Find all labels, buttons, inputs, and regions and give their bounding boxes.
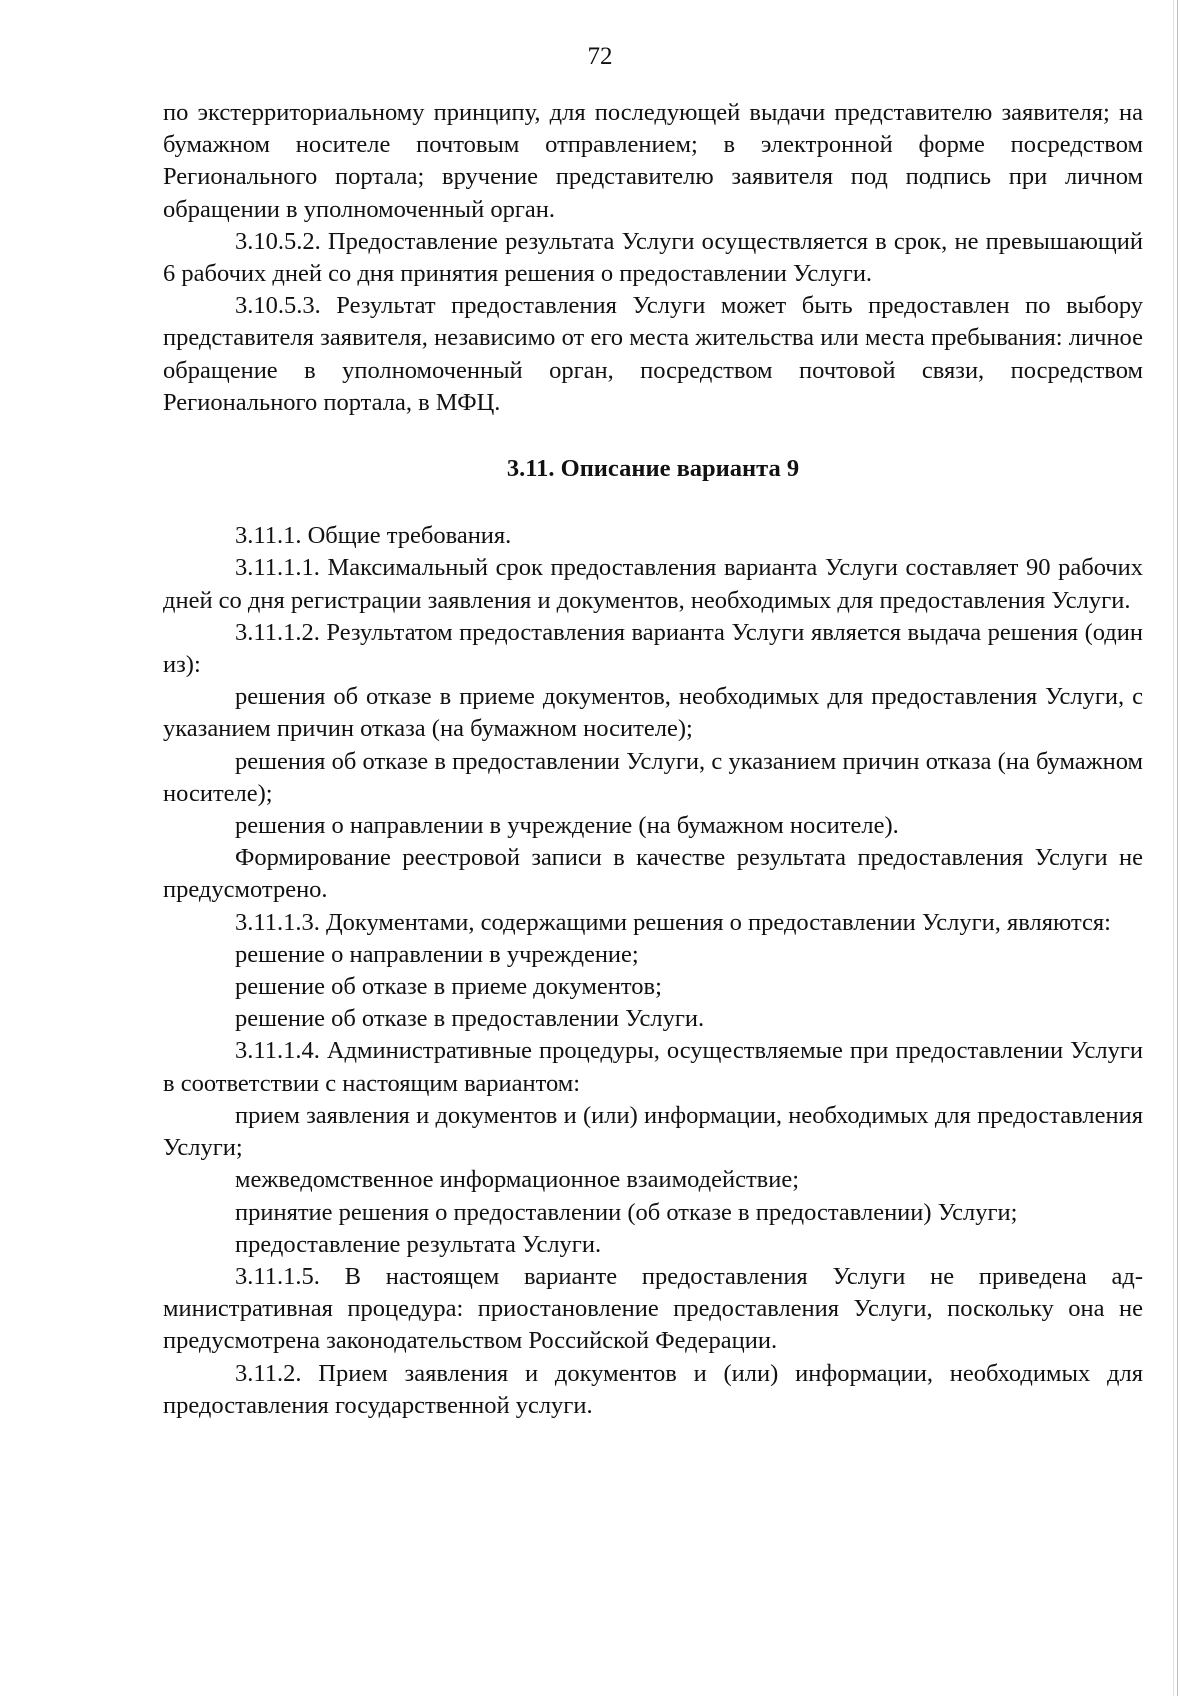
list-item-procedure-interagency: межведомственное информационное взаимодействие; xyxy=(235,1166,800,1194)
paragraph-3-11-2: 3.11.2. Прием заявления и документов и (или) информации, необходимых для предоставления государственной услуги. xyxy=(163,1359,1143,1419)
paragraph-3-11-1-1: 3.11.1.1. Максимальный срок предоставления варианта Услуги составляет 90 рабочих дней со дня регистрации заявления и документов, необходимых для предоставления Услуги. xyxy=(163,554,1143,614)
scan-edge-line xyxy=(1177,0,1178,1696)
paragraph-continuation: по экстерриториальному принципу, для последующей выдачи представителю заявителя; на бумажном носителе почтовым отправлением; в электронной форме посредством Регионального портала; вручение представителю заявителя под подпись при личном обращении в уполномоченный орган. xyxy=(163,99,1143,223)
list-item-referral: решения о направлении в учреждение (на бумажном носителе). xyxy=(235,812,899,840)
page-number: 72 xyxy=(587,43,613,70)
paragraph-3-10-5-3: 3.10.5.3. Результат предоставления Услуги может быть предоставлен по выбору представителя заявителя, независимо от его места жительства или места пребывания: личное обращение в уполномоченный орган, посредством почтовой связи, посредством Регионального портала, в МФЦ. xyxy=(163,292,1143,416)
list-item-procedure-result: предоставление результата Услуги. xyxy=(235,1230,602,1258)
list-item-decision-refusal-service: решение об отказе в предоставлении Услуги. xyxy=(235,1005,705,1033)
list-item-refusal-service: решения об отказе в предоставлении Услуги, с указанием причин отказа (на бумажном носителе); xyxy=(163,747,1143,807)
paragraph-3-11-1-3: 3.11.1.3. Документами, содержащими решения о предоставлении Услуги, являются: xyxy=(235,908,1111,936)
list-item-decision-referral: решение о направлении в учреждение; xyxy=(235,940,639,968)
document-body xyxy=(163,97,1143,1422)
paragraph-3-11-1-5: 3.11.1.5. В настоящем варианте предоставления Услуги не приведена административная процедура: приостановление предоставления Услуги, поскольку она не предусмотрена законодательством Российской Федерации. xyxy=(163,1262,1143,1355)
paragraph-3-11-1: 3.11.1. Общие требования. xyxy=(235,522,512,550)
list-item-decision-refusal-documents: решение об отказе в приеме документов; xyxy=(235,973,662,1001)
paragraph-registry-record: Формирование реестровой записи в качестве результата предоставления Услуги не предусмотрено. xyxy=(163,844,1143,904)
paragraph-3-10-5-2: 3.10.5.2. Предоставление результата Услуги осуществляется в срок, не превышающий 6 рабочих дней со дня принятия решения о предоставлении Услуги. xyxy=(163,227,1143,288)
list-item-procedure-decision: принятие решения о предоставлении (об отказе в предоставлении) Услуги; xyxy=(235,1198,1018,1226)
paragraph-3-11-1-2: 3.11.1.2. Результатом предоставления варианта Услуги является выдача решения (один из): xyxy=(163,618,1143,679)
paragraph-3-11-1-4: 3.11.1.4. Административные процедуры, осуществляемые при предоставлении Услуги в соответствии с настоящим вариантом: xyxy=(163,1037,1143,1097)
list-item-procedure-reception: прием заявления и документов и (или) информации, необходимых для предоставления Услуги; xyxy=(163,1101,1143,1162)
scan-edge-shadow xyxy=(1173,0,1174,1696)
section-heading: 3.11. Описание варианта 9 xyxy=(506,455,800,483)
list-item-refusal-documents: решения об отказе в приеме документов, необходимых для предоставления Услуги, с указанием причин отказа (на бумажном носителе); xyxy=(163,683,1143,743)
